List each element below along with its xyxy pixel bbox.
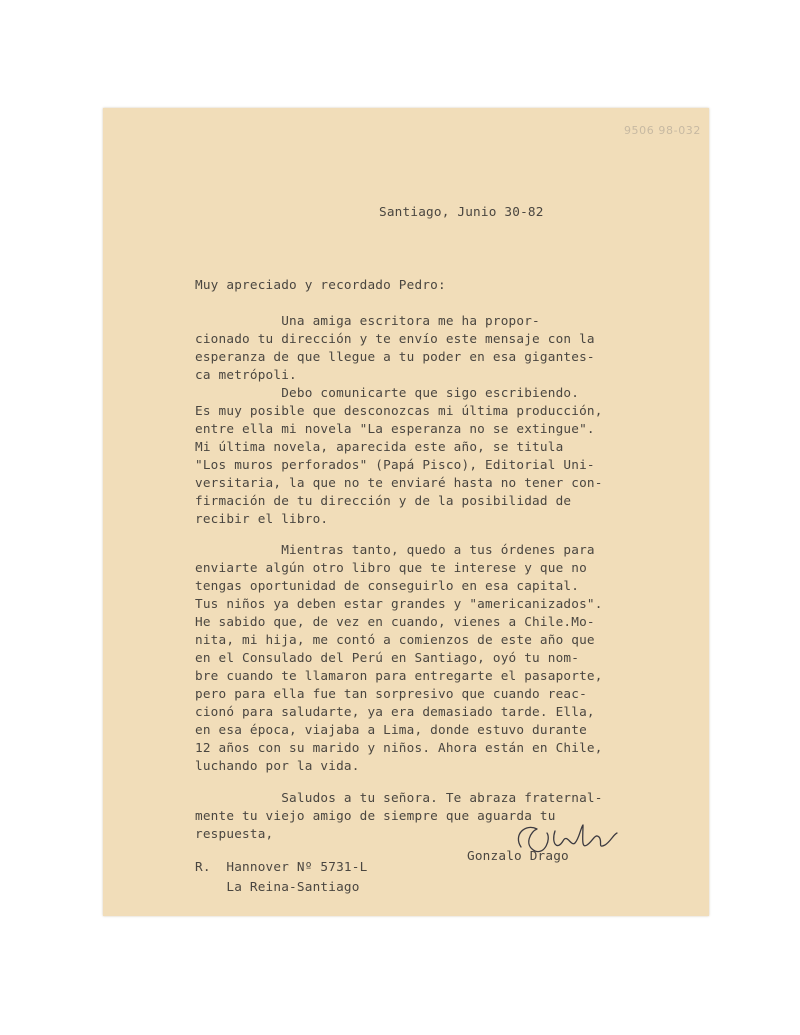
body-line: recibir el libro. <box>195 511 329 526</box>
body-line: cionado tu dirección y te envío este mensaje con la <box>195 331 595 346</box>
body-line: Debo comunicarte que sigo escribiendo. <box>195 385 580 400</box>
body-line: bre cuando te llamaron para entregarte el pasaporte, <box>195 668 603 683</box>
address-line: R. Hannover Nº 5731-L <box>195 859 368 874</box>
body-line: Es muy posible que desconozcas mi última producción, <box>195 403 603 418</box>
body-line: nita, mi hija, me contó a comienzos de este año que <box>195 632 595 647</box>
body-line: Mientras tanto, quedo a tus órdenes para <box>195 542 595 557</box>
body-line: Una amiga escritora me ha propor- <box>195 313 540 328</box>
body-line: versitaria, la que no te enviaré hasta no tener con- <box>195 475 603 490</box>
letter-page <box>103 108 709 916</box>
body-line: enviarte algún otro libro que te interese y que no <box>195 560 587 575</box>
body-line: cionó para saludarte, ya era demasiado tarde. Ella, <box>195 704 595 719</box>
archive-stamp: 9506 98-032 <box>623 124 701 137</box>
body-line: respuesta, <box>195 826 274 841</box>
body-line: esperanza de que llegue a tu poder en esa gigantes- <box>195 349 595 364</box>
body-line: en el Consulado del Perú en Santiago, oyó tu nom- <box>195 650 580 665</box>
body-line: Saludos a tu señora. Te abraza fraternal- <box>195 790 603 805</box>
address-line: La Reina-Santiago <box>195 879 360 894</box>
body-line: pero para ella fue tan sorpresivo que cuando reac- <box>195 686 587 701</box>
body-line: firmación de tu dirección y de la posibilidad de <box>195 493 572 508</box>
body-line: luchando por la vida. <box>195 758 360 773</box>
body-line: ca metrópoli. <box>195 367 297 382</box>
body-line: "Los muros perforados" (Papá Pisco), Editorial Uni- <box>195 457 595 472</box>
body-line: tengas oportunidad de conseguirlo en esa capital. <box>195 578 580 593</box>
letter-salutation: Muy apreciado y recordado Pedro: <box>195 277 446 292</box>
body-line: He sabido que, de vez en cuando, vienes a Chile.Mo- <box>195 614 595 629</box>
body-line: en esa época, viajaba a Lima, donde estuvo durante <box>195 722 587 737</box>
body-line: mente tu viejo amigo de siempre que aguarda tu <box>195 808 556 823</box>
letter-date: Santiago, Junio 30-82 <box>379 204 544 219</box>
body-line: Mi última novela, aparecida este año, se titula <box>195 439 564 454</box>
signer-name: Gonzalo Drago <box>467 848 569 863</box>
body-line: Tus niños ya deben estar grandes y "americanizados". <box>195 596 603 611</box>
body-line: entre ella mi novela "La esperanza no se extingue". <box>195 421 595 436</box>
body-line: 12 años con su marido y niños. Ahora están en Chile, <box>195 740 603 755</box>
